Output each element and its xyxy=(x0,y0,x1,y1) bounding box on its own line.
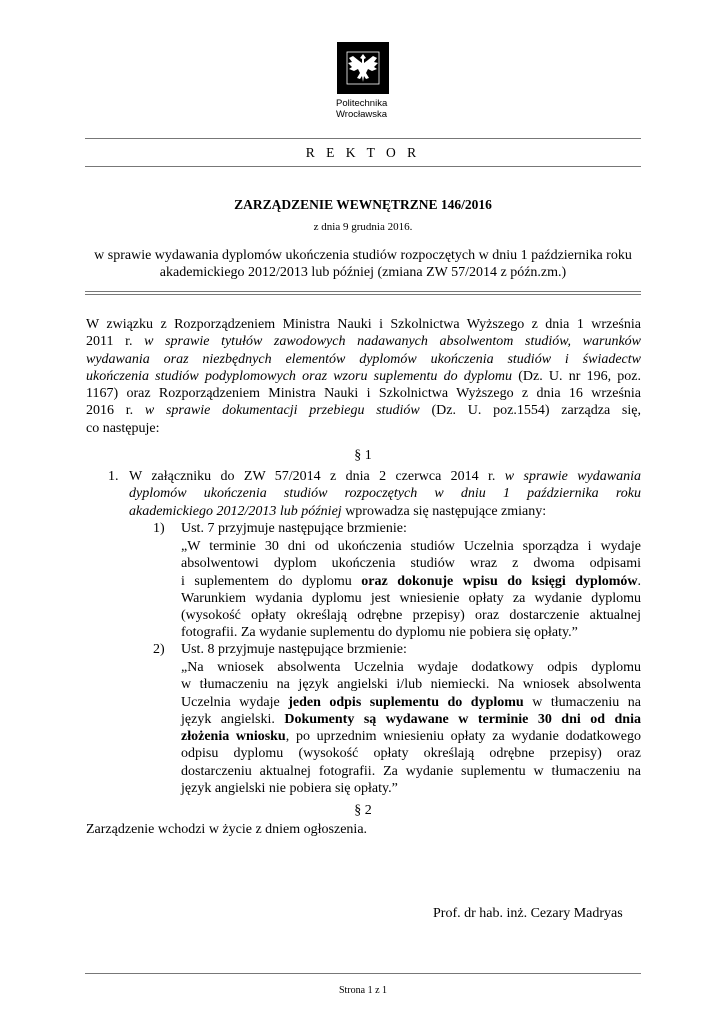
section-1-mark: § 1 xyxy=(354,448,372,463)
intro-line: W związku z Rozporządzeniem Ministra Nauki i Szkolnictwa Wyższego z dnia 1 września xyxy=(86,317,641,332)
quote-line: fotografii. Za wydanie suplementu do dyplomu nie pobiera się opłaty.” xyxy=(181,625,578,641)
section-2-mark: § 2 xyxy=(354,803,372,818)
item-italic: w sprawie wydawania xyxy=(504,469,641,484)
quote-text: , po uprzednim wniesieniu opłaty za wydanie dodatkowego xyxy=(285,729,641,745)
item-text: W załączniku do ZW 57/2014 z dnia 2 czerwca 2014 r. xyxy=(129,469,505,484)
document-date: z dnia 9 grudnia 2016. xyxy=(313,221,413,233)
quote-line: język angielski nie pobiera się opłaty.” xyxy=(181,781,398,797)
item-line: dyplomów ukończenia studiów rozpoczętych w dniu 1 października roku xyxy=(129,486,641,502)
university-name xyxy=(336,98,396,120)
signature: Prof. dr hab. inż. Cezary Madryas xyxy=(433,906,623,921)
item-line xyxy=(129,503,641,520)
intro-line: co następuje: xyxy=(86,420,160,436)
quote-text: Uczelnia wydaje xyxy=(181,694,289,710)
quote-line xyxy=(181,711,641,728)
logo-line-1: Politechnika xyxy=(336,98,388,109)
quote-line xyxy=(181,573,641,590)
page-number: Strona 1 z 1 xyxy=(338,985,388,996)
rektor-heading: R E K T O R xyxy=(305,145,421,160)
subject-double-rule xyxy=(85,291,641,295)
intro-line xyxy=(86,333,641,350)
sub-item-2-number: 2) xyxy=(153,642,165,657)
eagle-emblem-icon xyxy=(337,42,389,94)
item-line xyxy=(129,468,641,485)
intro-text: (Dz. U. nr 196, poz. xyxy=(512,368,641,384)
quote-line: (wysokość opłaty określają odrębne przepisy) oraz dostarczenie aktualnej xyxy=(181,608,641,624)
item-text: wprowadza się następujące zmiany: xyxy=(341,503,547,519)
quote-text: . xyxy=(637,573,641,589)
item-italic: akademickiego 2012/2013 lub później xyxy=(129,503,342,519)
header-rule-top xyxy=(85,138,641,139)
document-subject xyxy=(85,247,641,281)
footer-rule xyxy=(85,973,641,974)
intro-italic: w sprawie tytułów zawodowych nadawanych absolwentom studiów, warunków xyxy=(144,334,642,350)
item-number: 1. xyxy=(108,469,119,484)
section-1-item xyxy=(129,468,641,520)
quote-line: absolwentowi dyplom ukończenia studiów wraz z dwoma odpisami xyxy=(181,556,641,572)
logo-line-2: Wrocławska xyxy=(336,109,388,120)
header-rule-bottom xyxy=(85,166,641,167)
sub-item-1-number: 1) xyxy=(153,521,165,536)
quote-line: dostarczeniu aktualnej fotografii. Za wydanie suplementu w tłumaczeniu na xyxy=(181,763,641,779)
subject-line-1: w sprawie wydawania dyplomów ukończenia studiów rozpoczętych w dniu 1 października roku xyxy=(94,248,632,263)
quote-line: w tłumaczeniu na język angielski i/lub niemiecki. Na wniosek absolwenta xyxy=(181,677,641,693)
sub-item-2-quote xyxy=(181,659,641,797)
quote-line: Warunkiem wydania dyplomu jest wniesienie opłaty za wydanie dyplomu xyxy=(181,590,641,606)
quote-text: w tłumaczeniu na xyxy=(523,694,641,710)
quote-bold: jeden odpis suplementu do dyplomu xyxy=(288,694,524,710)
quote-line xyxy=(181,728,641,745)
sub-item-2-heading: Ust. 8 przyjmuje następujące brzmienie: xyxy=(181,642,407,657)
intro-line xyxy=(86,368,641,385)
quote-line xyxy=(181,694,641,711)
intro-line: wydawania oraz niezbędnych elementów dyplomów ukończenia studiów i świadectw xyxy=(86,351,641,367)
intro-line: 1167) oraz Rozporządzeniem Ministra Nauki i Szkolnictwa Wyższego z dnia 16 września xyxy=(86,386,641,402)
quote-line: „Na wniosek absolwenta Uczelnia wydaje dodatkowy odpis dyplomu xyxy=(181,660,641,675)
intro-text: 2016 r. xyxy=(86,403,145,419)
section-2-text: Zarządzenie wchodzi w życie z dniem ogłoszenia. xyxy=(86,822,368,837)
sub-item-1-quote xyxy=(181,538,641,642)
quote-bold: Dokumenty są wydawane w terminie 30 dni od dnia xyxy=(284,711,641,727)
intro-text: (Dz. U. poz.1554) zarządza się, xyxy=(419,403,641,419)
quote-bold: złożenia wniosku xyxy=(181,729,286,745)
quote-bold: oraz dokonuje wpisu do księgi dyplomów xyxy=(361,573,638,589)
quote-text: i suplementem do dyplomu xyxy=(181,573,362,589)
sub-item-1-heading: Ust. 7 przyjmuje następujące brzmienie: xyxy=(181,521,407,536)
quote-line: odpisu dyplomu (wysokość opłaty określają odrębne przepisy) oraz xyxy=(181,746,641,762)
intro-paragraph xyxy=(86,316,641,437)
intro-line xyxy=(86,402,641,419)
intro-italic: ukończenia studiów podyplomowych oraz wzoru suplementu do dyplomu xyxy=(86,368,513,384)
intro-text: 2011 r. xyxy=(86,334,145,350)
subject-line-2: akademickiego 2012/2013 lub później (zmiana ZW 57/2014 z późn.zm.) xyxy=(159,265,567,280)
quote-text: język angielski. xyxy=(181,711,285,727)
intro-italic: w sprawie dokumentacji przebiegu studiów xyxy=(144,403,420,419)
document-title: ZARZĄDZENIE WEWNĘTRZNE 146/2016 xyxy=(234,197,492,212)
university-logo xyxy=(337,42,389,94)
quote-line: „W terminie 30 dni od ukończenia studiów Uczelnia sporządza i wydaje xyxy=(181,539,641,554)
